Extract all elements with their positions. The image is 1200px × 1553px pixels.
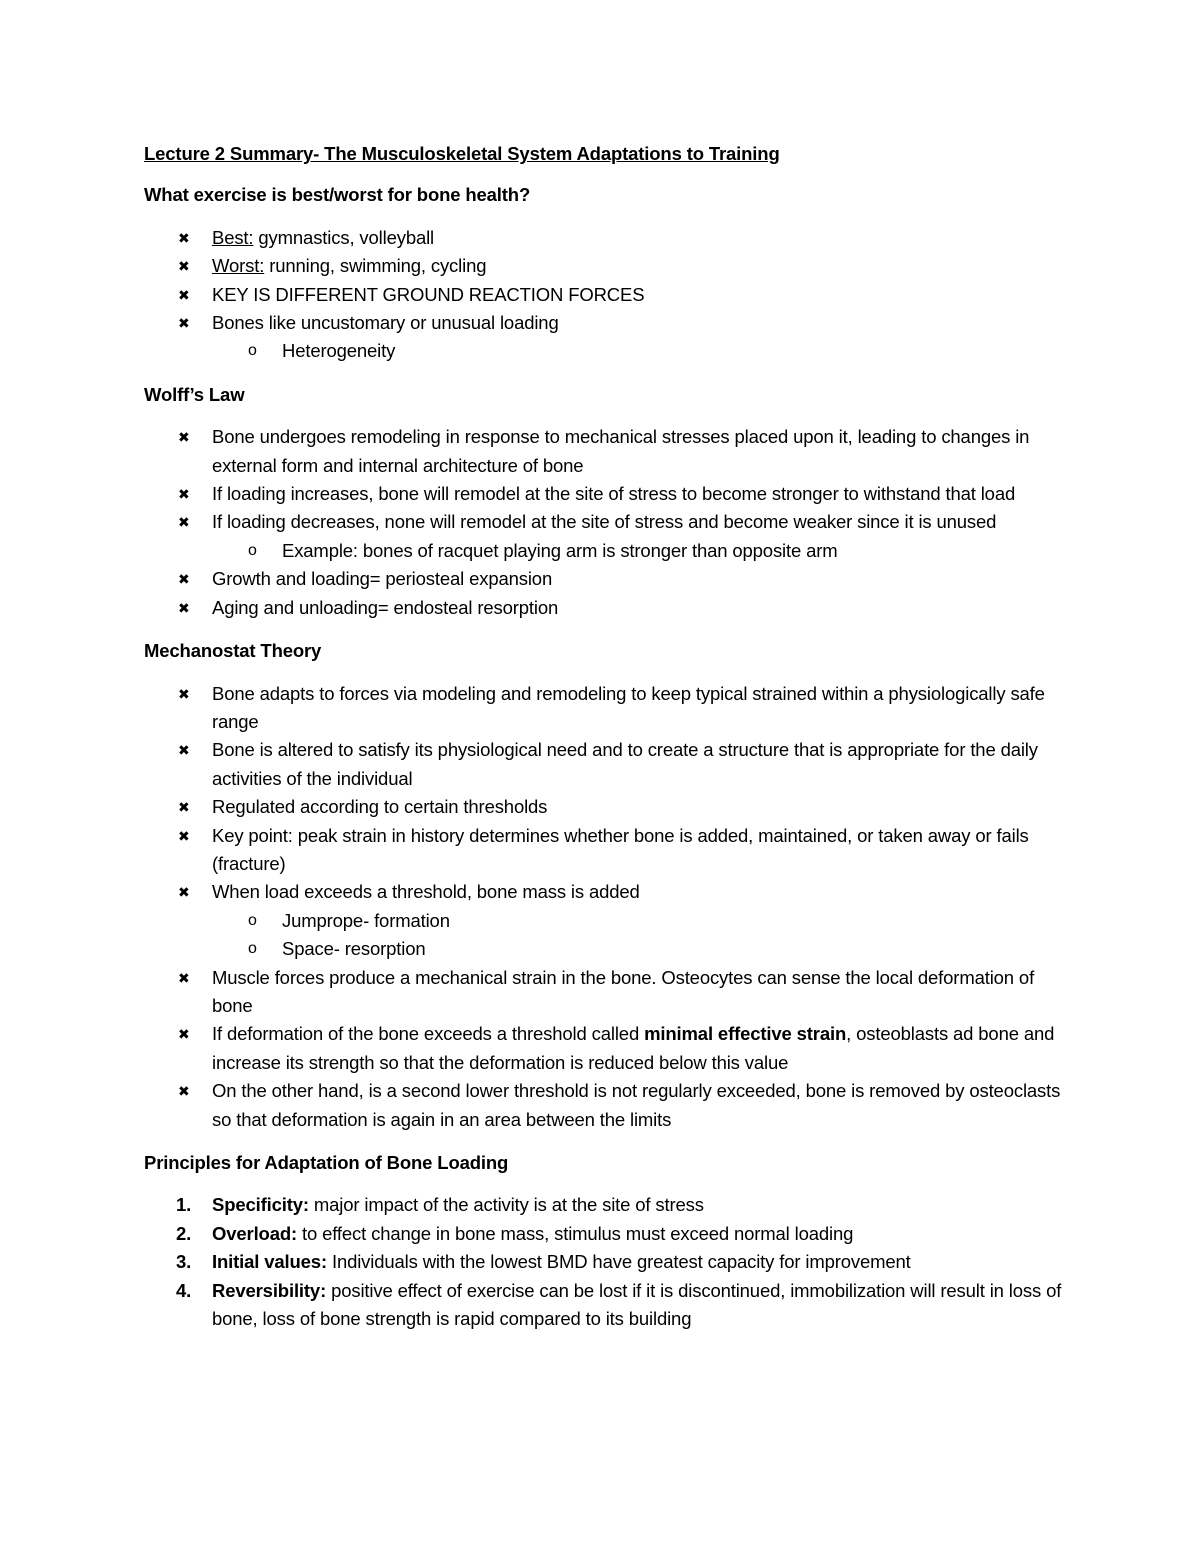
list-item — [144, 736, 1064, 793]
section-heading-bone-health: What exercise is best/worst for bone health? — [144, 184, 531, 206]
circle-bullet-icon: o — [248, 342, 257, 360]
principle-text: Individuals with the lowest BMD have greatest capacity for improvement — [326, 1251, 911, 1273]
x-bullet-icon: ✖ — [178, 827, 190, 844]
x-bullet-icon: ✖ — [178, 258, 190, 275]
sub-list-item — [212, 337, 1064, 365]
principle-label: Reversibility: — [212, 1279, 327, 1301]
list-item — [144, 822, 1064, 879]
list-item-text: When load exceeds a threshold, bone mass is added — [212, 881, 640, 903]
sub-list-item-text: Heterogeneity — [282, 340, 396, 362]
document-body — [144, 140, 1064, 1333]
bone-health-list — [144, 224, 1064, 366]
item-number: 3. — [176, 1251, 192, 1273]
minimal-effective-strain-term: minimal effective strain — [644, 1023, 847, 1045]
list-item — [144, 878, 1064, 963]
principle-text: major impact of the activity is at the site of stress — [308, 1194, 704, 1216]
list-item — [144, 1077, 1064, 1134]
x-bullet-icon: ✖ — [178, 315, 190, 332]
list-item — [144, 423, 1064, 480]
principle-text: to effect change in bone mass, stimulus must exceed normal loading — [297, 1222, 854, 1244]
list-item-text: Regulated according to certain thresholds — [212, 796, 548, 818]
circle-bullet-icon: o — [248, 541, 257, 559]
list-item-text: Bone is altered to satisfy its physiological need and to create a structure that is appropriate for the daily activities of the individual — [212, 739, 1038, 789]
list-item — [144, 793, 1064, 821]
x-bullet-icon: ✖ — [178, 571, 190, 588]
sub-list — [212, 337, 1064, 365]
x-bullet-icon: ✖ — [178, 599, 190, 616]
sub-list-item-text: Jumprope- formation — [282, 909, 450, 931]
x-bullet-icon: ✖ — [178, 429, 190, 446]
list-item — [144, 680, 1064, 737]
circle-bullet-icon: o — [248, 940, 257, 958]
item-number: 4. — [176, 1279, 192, 1301]
principles-list — [144, 1191, 1064, 1333]
item-number: 2. — [176, 1222, 192, 1244]
list-item — [144, 281, 1064, 309]
x-bullet-icon: ✖ — [178, 884, 190, 901]
x-bullet-icon: ✖ — [178, 685, 190, 702]
worst-text: running, swimming, cycling — [264, 255, 487, 277]
x-bullet-icon: ✖ — [178, 286, 190, 303]
wolffs-law-list — [144, 423, 1064, 622]
section-heading-wolffs-law: Wolff’s Law — [144, 383, 245, 405]
x-bullet-icon: ✖ — [178, 486, 190, 503]
x-bullet-icon: ✖ — [178, 742, 190, 759]
principle-text: positive effect of exercise can be lost if it is discontinued, immobilization will result in loss of bone, loss of bone strength is rapid compared to its building — [212, 1279, 1062, 1330]
sub-list-item-text: Example: bones of racquet playing arm is stronger than opposite arm — [282, 539, 838, 561]
list-item-text-post: , osteoblasts ad bone and increase its strength so that the deformation is reduced below this value — [212, 1023, 1055, 1073]
list-item — [144, 480, 1064, 508]
x-bullet-icon: ✖ — [178, 1026, 190, 1043]
list-item — [144, 224, 1064, 252]
principle-label: Specificity: — [212, 1194, 309, 1216]
list-item — [144, 508, 1064, 565]
sub-list-item — [212, 935, 1064, 963]
section-heading-principles: Principles for Adaptation of Bone Loading — [144, 1152, 509, 1173]
principle-label: Initial values: — [212, 1251, 327, 1273]
sub-list — [212, 537, 1064, 565]
list-item-text: If loading increases, bone will remodel at the site of stress to become stronger to withstand that load — [212, 483, 1016, 505]
document-title: Lecture 2 Summary- The Musculoskeletal System Adaptations to Training — [144, 143, 780, 164]
item-number: 1. — [176, 1194, 192, 1216]
sub-list-item-text: Space- resorption — [282, 938, 426, 960]
principle-label: Overload: — [212, 1222, 298, 1244]
list-item-text-pre: If deformation of the bone exceeds a threshold called — [212, 1023, 645, 1045]
best-label: Best: — [212, 226, 254, 248]
list-item — [144, 594, 1064, 622]
numbered-item — [144, 1220, 1064, 1248]
numbered-item — [144, 1248, 1064, 1276]
list-item — [144, 1020, 1064, 1077]
circle-bullet-icon: o — [248, 911, 257, 929]
sub-list-item — [212, 907, 1064, 935]
list-item-text: On the other hand, is a second lower threshold is not regularly exceeded, bone is removed by osteoclasts so that deformation is again in an area between the limits — [212, 1080, 1061, 1130]
section-heading-mechanostat: Mechanostat Theory — [144, 640, 322, 662]
x-bullet-icon: ✖ — [178, 514, 190, 531]
list-item-text: Growth and loading= periosteal expansion — [212, 568, 553, 590]
list-item-text: Key point: peak strain in history determines whether bone is added, maintained, or taken away or fails (fracture) — [212, 824, 1029, 874]
x-bullet-icon: ✖ — [178, 969, 190, 986]
mechanostat-list — [144, 680, 1064, 1135]
list-item-text: Bones like uncustomary or unusual loading — [212, 312, 559, 334]
numbered-item — [144, 1277, 1064, 1334]
list-item-text: KEY IS DIFFERENT GROUND REACTION FORCES — [212, 283, 645, 305]
sub-list — [212, 907, 1064, 964]
worst-label: Worst: — [212, 255, 265, 277]
list-item-text: Aging and unloading= endosteal resorption — [212, 596, 559, 618]
numbered-item — [144, 1191, 1064, 1219]
list-item-text: If loading decreases, none will remodel at the site of stress and become weaker since it is unused — [212, 511, 997, 533]
list-item — [144, 964, 1064, 1021]
list-item-text: Muscle forces produce a mechanical strain in the bone. Osteocytes can sense the local deformation of bone — [212, 966, 1035, 1016]
list-item-text: Bone adapts to forces via modeling and remodeling to keep typical strained within a physiologically safe range — [212, 682, 1045, 732]
x-bullet-icon: ✖ — [178, 799, 190, 816]
list-item-text: Bone undergoes remodeling in response to mechanical stresses placed upon it, leading to changes in external form and internal architecture of bone — [212, 426, 1030, 476]
best-text: gymnastics, volleyball — [253, 226, 435, 248]
sub-list-item — [212, 537, 1064, 565]
list-item — [144, 309, 1064, 366]
x-bullet-icon: ✖ — [178, 1083, 190, 1100]
list-item — [144, 252, 1064, 280]
x-bullet-icon: ✖ — [178, 229, 190, 246]
list-item — [144, 565, 1064, 593]
